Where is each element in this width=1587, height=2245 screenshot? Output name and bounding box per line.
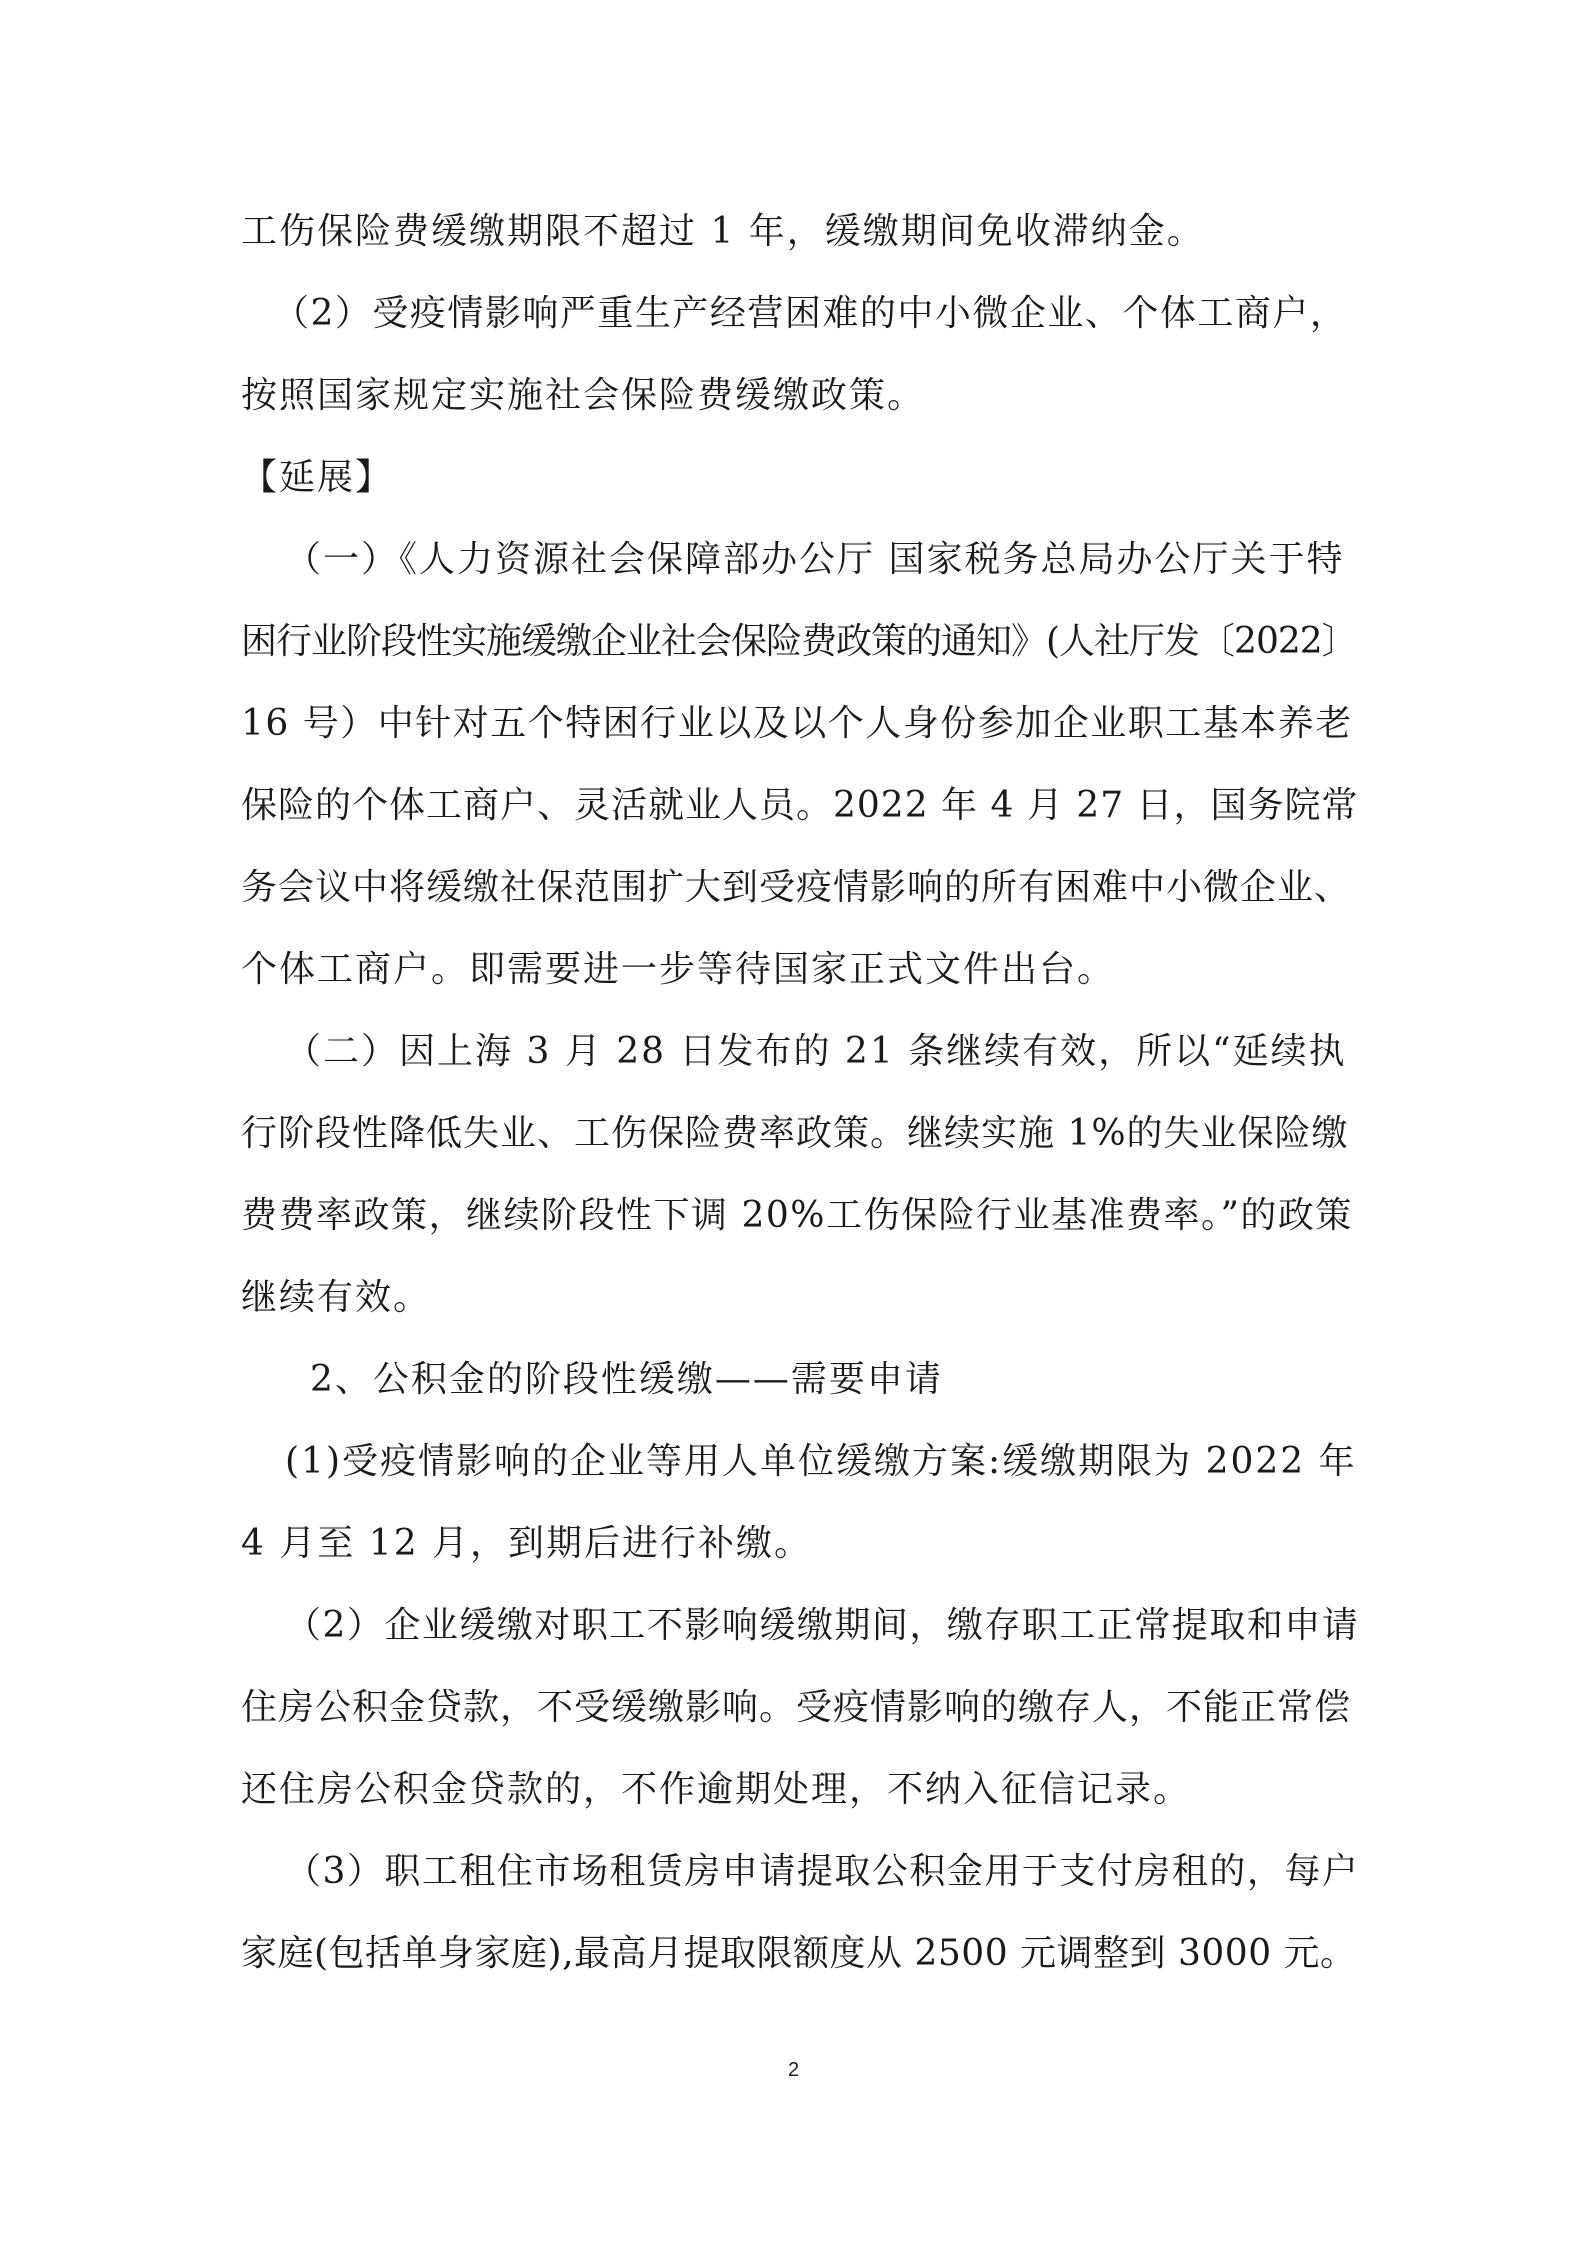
text-line-12: 行阶段性降低失业、工伤保险费率政策。继续实施 1%的失业保险缴 [241, 1113, 1349, 1154]
text-line-1: 工伤保险费缓缴期限不超过 1 年，缓缴期间免收滞纳金。 [241, 211, 1205, 252]
text-line-17: 4 月至 12 月，到期后进行补缴。 [241, 1523, 813, 1564]
text-line-20: 还住房公积金贷款的，不作逾期处理，不纳入征信记录。 [241, 1769, 1192, 1810]
text-line-14: 继续有效。 [241, 1277, 432, 1318]
text-line-19: 住房公积金贷款，不受缓缴影响。受疫情影响的缴存人，不能正常偿 [241, 1687, 1352, 1728]
text-line-18: （2）企业缓缴对职工不影响缓缴期间，缴存职工正常提取和申请 [285, 1605, 1360, 1646]
section-heading: 2、公积金的阶段性缓缴——需要申请 [310, 1359, 943, 1400]
text-line-16: (1)受疫情影响的企业等用人单位缓缴方案:缓缴期限为 2022 年 [285, 1441, 1357, 1482]
text-line-5: （一）《人力资源社会保障部办公厅 国家税务总局办公厅关于特 [285, 539, 1345, 580]
text-line-2: （2）受疫情影响严重生产经营困难的中小微企业、个体工商户， [273, 293, 1348, 334]
text-line-7: 16 号）中针对五个特困行业以及以个人身份参加企业职工基本养老 [241, 703, 1353, 744]
text-line-9: 务会议中将缓缴社保范围扩大到受疫情影响的所有困难中小微企业、 [241, 867, 1352, 908]
text-line-8: 保险的个体工商户、灵活就业人员。2022 年 4 月 27 日，国务院常 [241, 785, 1359, 826]
text-line-6: 困行业阶段性实施缓缴企业社会保险费政策的通知》(人社厅发〔2022〕 [241, 621, 1357, 662]
page-number: 2 [787, 2059, 800, 2081]
text-line-3: 按照国家规定实施社会保险费缓缴政策。 [241, 375, 926, 416]
text-line-22: 家庭(包括单身家庭),最高月提取限额度从 2500 元调整到 3000 元。 [241, 1933, 1357, 1974]
text-line-21: （3）职工租住市场租赁房申请提取公积金用于支付房租的，每户 [285, 1851, 1360, 1892]
text-line-4: 【延展】 [241, 457, 394, 498]
text-line-10: 个体工商户。即需要进一步等待国家正式文件出台。 [241, 949, 1116, 990]
text-line-11: （二）因上海 3 月 28 日发布的 21 条继续有效，所以“延续执 [285, 1031, 1347, 1072]
text-line-13: 费费率政策，继续阶段性下调 20%工伤保险行业基准费率。”的政策 [241, 1195, 1353, 1236]
